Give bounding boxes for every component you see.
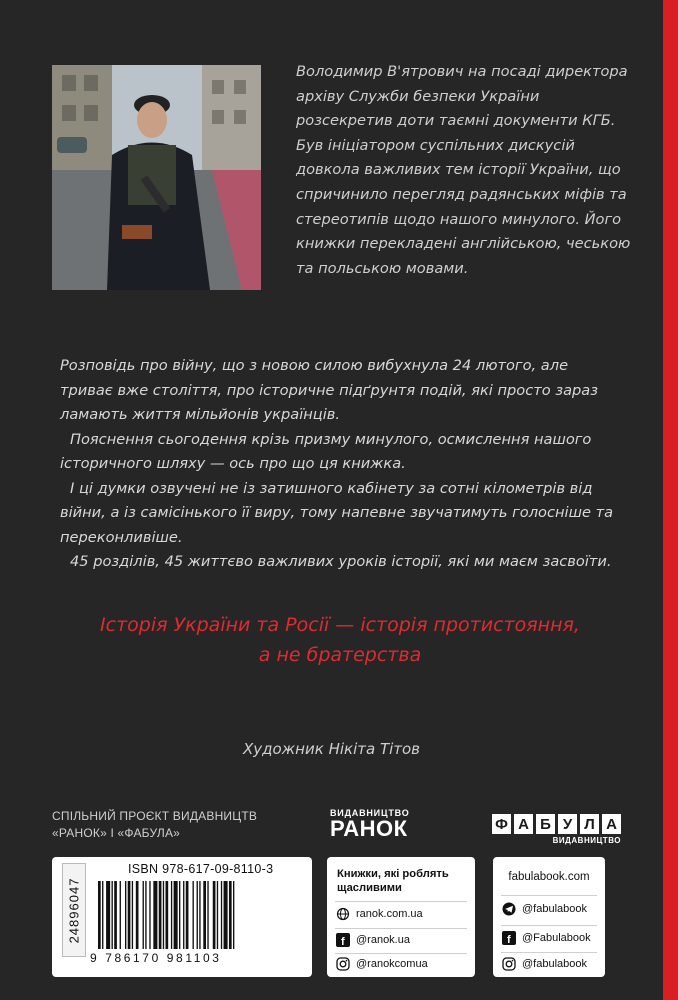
joint-project-line: «РАНОК» І «ФАБУЛА» [52, 826, 181, 840]
ranok-instagram[interactable]: @ranokcomua [356, 958, 428, 970]
isbn-text: ISBN 978-617-09-8110-3 [128, 862, 274, 876]
ranok-logo [330, 808, 410, 840]
instagram-icon [502, 957, 516, 971]
description-paragraph: 45 розділів, 45 життєво важливих уроків історії, які ми маєм засвоїти. [70, 553, 612, 570]
fabula-logo-sub: ВИДАВНИЦТВО [552, 836, 621, 845]
divider [335, 901, 467, 902]
description-paragraph: Розповідь про війну, що з новою силою вибухнула 24 лютого, але триває вже століття, про історичне підґрунтя подій, які просто зараз ламають життя мільйонів українців. [60, 357, 598, 423]
fabula-logo-letter: Ф [492, 814, 511, 834]
divider [335, 953, 467, 954]
divider [335, 928, 467, 929]
fabula-instagram[interactable]: @fabulabook [522, 958, 587, 970]
fabula-telegram[interactable]: @fabulabook [522, 903, 587, 915]
joint-project-note [52, 808, 257, 842]
tagline-line: а не братерства [258, 644, 422, 666]
barcode [96, 881, 301, 951]
description-paragraph: І ці думки озвучені не із затишного кабінету за сотні кілометрів від війни, а із самісінького її виру, тому напевне звучатимуть голосніше та переконливіше. [60, 479, 614, 546]
red-spine-stripe [663, 0, 678, 1000]
fabula-logo-letter: А [514, 814, 533, 834]
fabula-logo-letter: А [602, 814, 621, 834]
svg-text:f: f [341, 936, 345, 947]
description-paragraph: Пояснення сьогодення крізь призму минулого, осмислення нашого історичного шляху — ось про що ця книжка. [60, 430, 592, 472]
barcode-panel [52, 857, 312, 977]
facebook-icon [502, 931, 516, 945]
book-description [60, 354, 620, 575]
fabula-facebook[interactable]: @Fabulabook [522, 932, 591, 944]
tagline [40, 610, 640, 670]
fabula-contacts-panel [493, 857, 605, 977]
joint-project-line: СПІЛЬНИЙ ПРОЄКТ ВИДАВНИЦТВ [52, 809, 258, 823]
globe-icon [336, 907, 350, 921]
ranok-site[interactable]: ranok.com.ua [356, 908, 423, 920]
ranok-slogan: Книжки, які роблять щасливими [337, 868, 449, 894]
instagram-icon [336, 957, 350, 971]
fabula-logo-letter: У [558, 814, 577, 834]
author-bio: Володимир В'ятрович на посаді директора архіву Служби безпеки України розсекретив доти таємні документи КГБ. Був ініціатором суспільних дискусій довкола важливих тем історії України, що спричинило перегляд радянських міфів та стереотипів щодо нашого минулого. Його книжки перекладені англійською, чеською та польською мовами. [296, 63, 631, 277]
sticker-code: 24896047 [66, 877, 82, 943]
divider [501, 895, 597, 896]
fabula-telegram-row[interactable] [502, 902, 587, 916]
tagline-line: Історія України та Росії — історія протистояння, [100, 614, 580, 636]
ranok-site-row[interactable] [336, 907, 423, 921]
divider [501, 925, 597, 926]
ranok-logo-small: ВИДАВНИЦТВО [330, 808, 410, 818]
fabula-logo-letter: Б [536, 814, 555, 834]
ranok-facebook[interactable]: @ranok.ua [356, 934, 410, 946]
ranok-logo-big: РАНОК [330, 816, 408, 841]
ranok-contacts-panel [327, 857, 475, 977]
svg-text:f: f [507, 934, 511, 945]
fabula-site[interactable]: fabulabook.com [508, 871, 590, 883]
fabula-facebook-row[interactable] [502, 931, 591, 945]
inventory-sticker [62, 863, 86, 957]
ranok-instagram-row[interactable] [336, 957, 428, 971]
fabula-logo [492, 814, 621, 845]
fabula-logo-letter: Л [580, 814, 599, 834]
divider [501, 952, 597, 953]
fabula-instagram-row[interactable] [502, 957, 587, 971]
facebook-icon [336, 933, 350, 947]
barcode-number: 9 786170 981103 [90, 951, 222, 965]
illustrator-credit: Художник Нікіта Тітов [242, 740, 421, 758]
author-photo [52, 65, 261, 290]
telegram-icon [502, 902, 516, 916]
ranok-facebook-row[interactable] [336, 933, 410, 947]
